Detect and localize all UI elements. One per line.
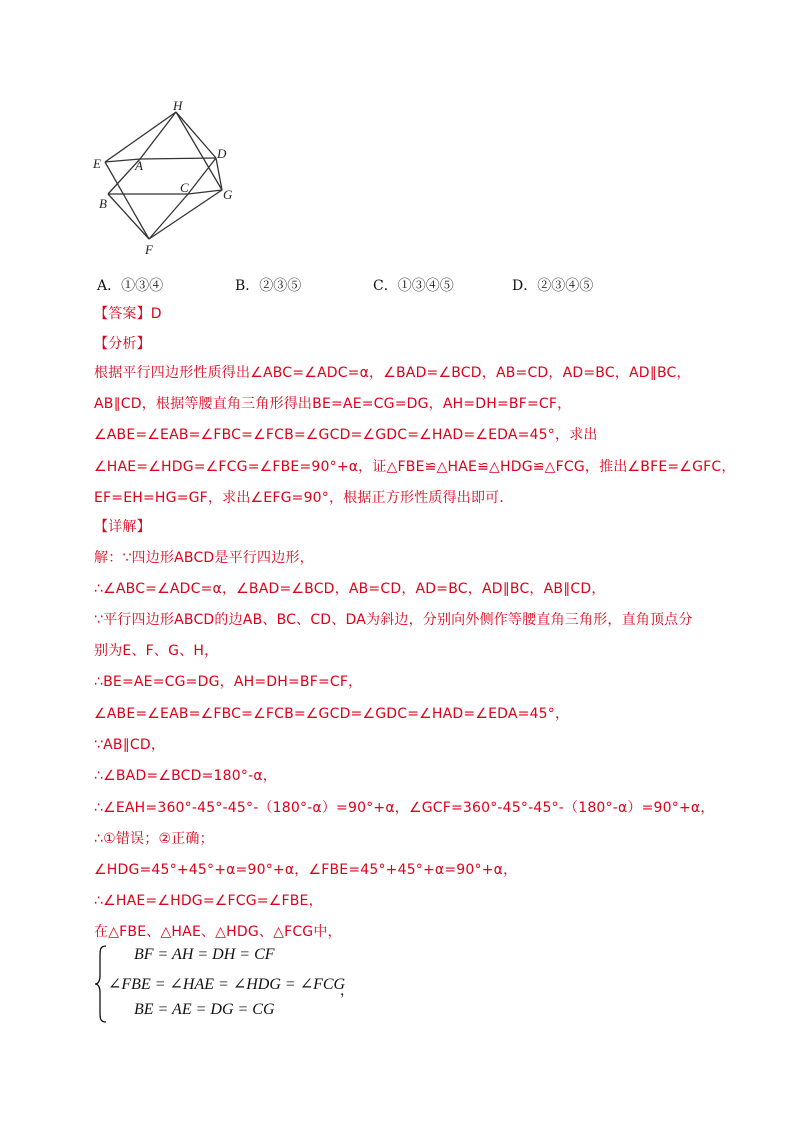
- detail-line: ∠HDG=45°+45°+α=90°+α，∠FBE=45°+45°+α=90°+α，: [94, 862, 518, 878]
- option-a: A．①③④: [97, 278, 164, 294]
- trailing-comma: ，: [340, 983, 354, 999]
- detail-line: ∵平行四边形ABCD的边AB、BC、CD、DA为斜边，分别向外侧作等腰直角三角形，直角顶点分: [94, 612, 693, 628]
- label-B: B: [99, 196, 107, 211]
- equation-1: BF = AH = DH = CF: [134, 946, 275, 963]
- analysis-line: ∠ABE=∠EAB=∠FBC=∠FCB=∠GCD=∠GDC=∠HAD=∠EDA=45°，求出: [94, 427, 598, 443]
- analysis-line: 根据平行四边形性质得出∠ABC=∠ADC=α，∠BAD=∠BCD，AB=CD，AD=BC，AD∥BC，: [94, 365, 691, 381]
- option-d: D．②③④⑤: [512, 278, 594, 294]
- segment-DA: [140, 158, 216, 159]
- analysis-line: AB∥CD，根据等腰直角三角形得出BE=AE=CG=DG，AH=DH=BF=CF，: [94, 396, 572, 412]
- equation-3: BE = AE = DG = CG: [134, 1001, 275, 1018]
- detail-line: ∴BE=AE=CG=DG，AH=DH=BF=CF，: [94, 674, 363, 690]
- segment-HD: [176, 112, 216, 158]
- detail-line: ∴∠EAH=360°-45°-45°-（180°-α）=90°+α，∠GCF=360°-45°-45°-（180°-α）=90°+α，: [94, 800, 715, 816]
- label-F: F: [145, 242, 153, 257]
- segment-HG: [176, 112, 222, 190]
- option-b: B．②③⑤: [235, 278, 302, 294]
- detail-line: ∴∠BAD=∠BCD=180°-α，: [94, 768, 277, 784]
- answer-line: 【答案】D: [94, 306, 162, 322]
- detail-line: ∴①错误；②正确；: [94, 831, 214, 847]
- equation-2: ∠FBE = ∠HAE = ∠HDG = ∠FCG: [108, 976, 346, 993]
- detail-heading: 【详解】: [94, 519, 151, 535]
- segment-EH: [105, 112, 176, 162]
- label-D: D: [217, 146, 227, 161]
- left-brace: [94, 944, 108, 1024]
- option-c: C．①③④⑤: [373, 278, 454, 294]
- label-A: A: [135, 158, 143, 173]
- detail-line: 解：∵四边形ABCD是平行四边形，: [94, 550, 314, 566]
- detail-line: ∴∠ABC=∠ADC=α，∠BAD=∠BCD，AB=CD，AD=BC，AD∥BC，AB∥CD，: [94, 581, 606, 597]
- detail-line: ∠ABE=∠EAB=∠FBC=∠FCB=∠GCD=∠GDC=∠HAD=∠EDA=45°，: [94, 706, 570, 722]
- segment-CD: [188, 158, 216, 194]
- segment-HA: [140, 112, 176, 159]
- analysis-line: EF=EH=HG=GF，求出∠EFG=90°，根据正方形性质得出即可．: [94, 490, 514, 506]
- equation-system: [94, 944, 374, 1024]
- label-H: H: [173, 98, 183, 113]
- segment-FB: [108, 194, 149, 239]
- detail-line: ∵AB∥CD，: [94, 737, 166, 753]
- analysis-line: ∠HAE=∠HDG=∠FCG=∠FBE=90°+α，证△FBE≌△HAE≌△HDG≌△FCG，推出∠BFE=∠GFC，: [94, 459, 736, 475]
- detail-line: ∴∠HAE=∠HDG=∠FCG=∠FBE，: [94, 893, 323, 909]
- label-G: G: [223, 187, 233, 202]
- detail-line: 别为E、F、G、H，: [94, 643, 219, 659]
- geometry-figure: [92, 98, 242, 260]
- analysis-heading: 【分析】: [94, 336, 151, 352]
- label-E: E: [93, 156, 101, 171]
- detail-line: 在△FBE、△HAE、△HDG、△FCG中，: [94, 924, 342, 940]
- label-C: C: [180, 180, 189, 195]
